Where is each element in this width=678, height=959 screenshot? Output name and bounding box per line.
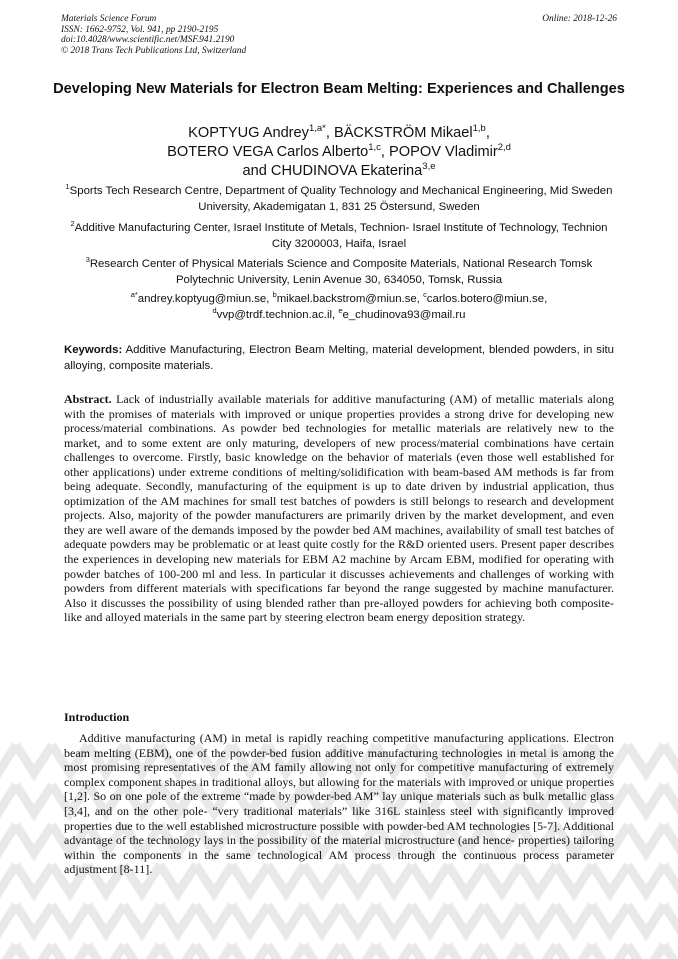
email-link[interactable]: vvp@trdf.technion.ac.il, — [216, 308, 339, 321]
issn-line: ISSN: 1662-9752, Vol. 941, pp 2190-2195 — [61, 24, 219, 35]
author-name: POPOV Vladimir — [389, 144, 498, 160]
email-mark: b — [272, 290, 277, 300]
watermark-stroke — [0, 945, 678, 959]
affiliation-number: 2 — [70, 219, 75, 229]
author-affiliation-mark: 1,c — [368, 142, 381, 154]
email-link[interactable]: e_chudinova93@mail.ru — [342, 308, 466, 321]
author-affiliation-mark: 3,e — [422, 161, 436, 173]
journal-header — [61, 14, 617, 56]
email-mark: d — [212, 305, 217, 315]
author-name: BÄCKSTRÖM Mikael — [333, 125, 473, 141]
author-separator: , — [380, 144, 390, 160]
email-mark: a* — [130, 290, 138, 300]
introduction-heading: Introduction — [64, 710, 130, 724]
author-line-2 — [60, 143, 618, 162]
email-list — [62, 292, 616, 323]
doi-line: doi:10.4028/www.scientific.net/MSF.941.2190 — [61, 35, 235, 46]
affiliation-3 — [62, 257, 616, 288]
watermark-stroke — [0, 905, 678, 933]
author-affiliation-mark: 2,d — [497, 142, 511, 154]
email-link[interactable]: carlos.botero@miun.se, — [426, 293, 548, 305]
copyright-line: © 2018 Trans Tech Publications Ltd, Switzerland — [61, 45, 247, 56]
email-link[interactable]: mikael.backstrom@miun.se, — [276, 293, 424, 305]
author-list — [60, 124, 618, 181]
affiliation-number: 1 — [65, 182, 70, 192]
keywords-label: Keywords: — [64, 344, 123, 356]
author-name: BOTERO VEGA Carlos Alberto — [167, 144, 369, 160]
affiliation-number: 3 — [85, 255, 90, 265]
journal-name: Materials Science Forum — [61, 14, 157, 24]
email-mark: e — [338, 305, 343, 315]
author-affiliation-mark: 1,a* — [308, 123, 326, 135]
keywords-paragraph — [64, 343, 614, 374]
affiliation-text: Sports Tech Research Centre, Department of Quality Technology and Mechanical Engineering, Mid Sweden University, Akademigatan 1, 831 25 Östersund, Sweden — [69, 185, 613, 213]
affiliation-text: Additive Manufacturing Center, Israel Institute of Metals, Technion- Israel Institute of Technology, Technion City 3200003, Haifa, Israel — [74, 222, 608, 250]
abstract-text: Lack of industrially available materials for additive manufacturing (AM) of metallic materials along with the promises of materials with improved or unique properties provides a strong drive for developing new process/material combinations. As powder bed technologies for metallic materials are relatively new to the market, and to some extent are only maturing, developers of new process/material combinations have certain challenges to overcome. Firstly, basic knowledge on the behavior of materials (even those well established for other applications) under extreme conditions of melting/solidification with beam-based AM methods is far from being adequate. Secondly, manufacturing of the equipment is up to date driven by industrial application, thus optimization of the AM machines for small test batches of powders is still belongs to research and development projects. Also, majority of the powder manufacturers are primarily driven by the market development, and even they are well aware of the demands imposed by the powder bed AM machines, availability of small test batches of adequate powders may be problematic or at least quite costly for the R&D oriented users. Present paper describes the experiences in developing new materials for EBM A2 machine by Arcam EBM, modified for operating with powder batches of 100-200 ml and less. In particular it discusses achievements and challenges of working with powders from different materials with specifications far beyond the range suggested by machine manufacturer. Also it discusses the possibility of using blended rather than pre-alloyed powders for achieving both composite-like and alloyed materials in the same part by steering electron beam energy deposition strategy. — [64, 392, 614, 625]
author-affiliation-mark: 1,b — [472, 123, 486, 135]
online-date: Online: 2018-12-26 — [542, 14, 617, 24]
affiliation-text: Research Center of Physical Materials Science and Composite Materials, National Research Tomsk Polytechnic University, Lenin Avenue 30, 634050, Tomsk, Russia — [89, 258, 593, 286]
email-link[interactable]: andrey.koptyug@miun.se, — [137, 293, 273, 305]
author-line-1 — [60, 124, 618, 143]
email-mark: c — [423, 290, 427, 300]
author-name: and CHUDINOVA Ekaterina — [242, 163, 423, 179]
keywords-text: Additive Manufacturing, Electron Beam Melting, material development, blended powders, in situ alloying, composite materials. — [64, 344, 614, 372]
author-name: KOPTYUG Andrey — [188, 125, 309, 141]
paper-title: Developing New Materials for Electron Beam Melting: Experiences and Challenges — [53, 81, 625, 97]
email-line-2 — [62, 305, 616, 324]
introduction-paragraph: Additive manufacturing (AM) in metal is rapidly reaching competitive manufacturing applications. Electron beam melting (EBM), one of the powder-bed fusion additive manufacturing technologies in metal is among the most promising representatives of the AM family allowing not only for competitive manufacturing of extremely complex component shapes in traditional alloys, but allowing for the materials with improved or unique properties [1,2]. So on one pole of the extreme “made by powder-bed AM” lay unique materials such as bulk metallic glass [3,4], and on the other pole- “very traditional materials” like 316L stainless steel with significantly improved properties due to the well established microstructure possible with powder-bed AM technologies [5-7]. Additional advantage of the technology lays in the possibility of the material microstructure (and hence- properties) tailoring within the components in the same technological AM process through the continuous process parameter adjustment [8-11]. — [64, 731, 614, 877]
author-separator: , — [325, 125, 334, 141]
author-separator: , — [485, 125, 490, 141]
abstract-label: Abstract. — [64, 392, 112, 406]
affiliation-2 — [62, 221, 616, 252]
abstract-paragraph — [64, 392, 614, 625]
affiliation-1 — [62, 184, 616, 215]
author-line-3 — [60, 162, 618, 181]
